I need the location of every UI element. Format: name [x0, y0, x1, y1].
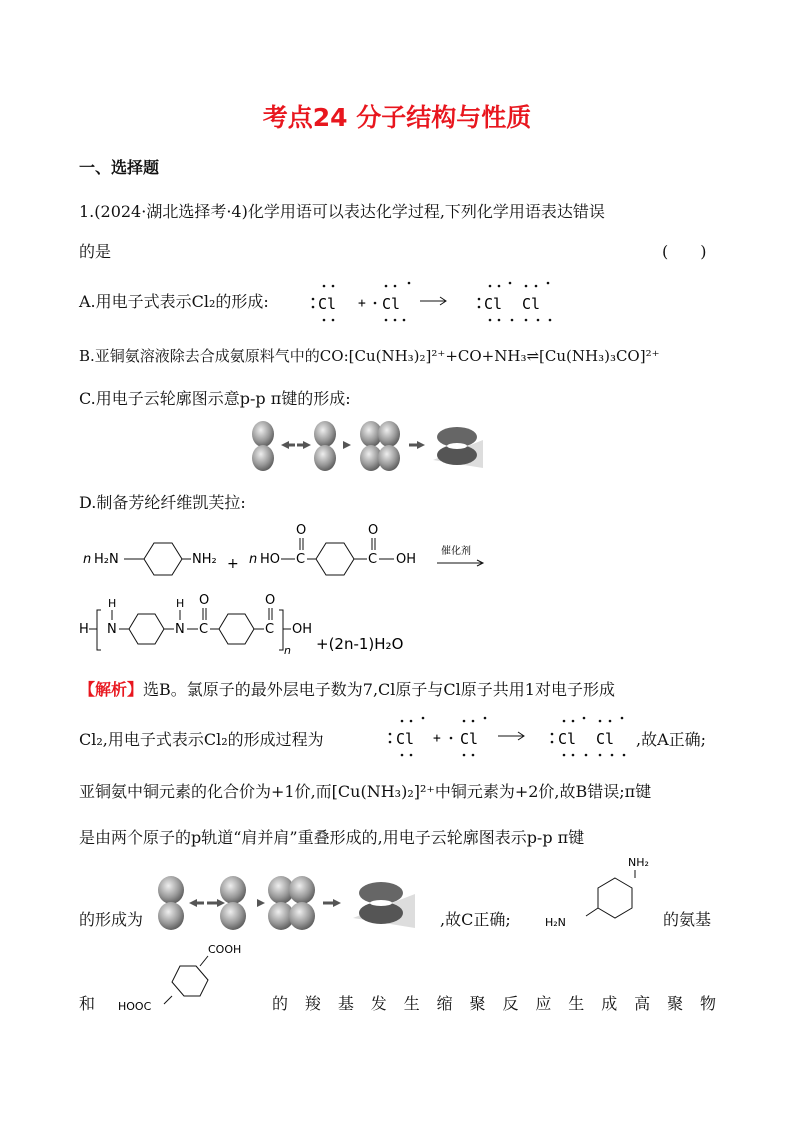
section-heading: 一、选择题	[79, 158, 160, 177]
svg-text:O: O	[265, 593, 276, 608]
svg-text:OH: OH	[292, 622, 313, 637]
analysis-tag: 【解析】	[79, 680, 144, 699]
option-a: A.用电子式表示Cl₂的形成:	[79, 292, 269, 311]
svg-text:OH: OH	[396, 552, 417, 567]
lewis-formation-diagram-analysis	[378, 713, 648, 763]
svg-text:+: +	[227, 556, 239, 572]
option-b: B.亚铜氨溶液除去合成氨原料气中的CO:[Cu(NH₃)₂]²⁺+CO+NH₃⇌[Cu(NH₃)₃CO]²⁺	[79, 347, 660, 365]
reaction-product	[79, 588, 439, 663]
option-d: D.制备芳纶纤维凯芙拉:	[79, 493, 246, 512]
analysis-line-2a: Cl₂,用电子式表示Cl₂的形成过程为	[79, 730, 324, 749]
svg-text:HOOC: HOOC	[118, 1000, 152, 1013]
svg-text:+: +	[433, 731, 441, 746]
reaction-reactants	[79, 518, 499, 580]
svg-text:Cl: Cl	[596, 730, 615, 748]
svg-text:H: H	[108, 597, 117, 610]
svg-text:C: C	[199, 622, 209, 637]
svg-text:HO: HO	[260, 552, 281, 567]
svg-text:COOH: COOH	[208, 943, 242, 956]
svg-text:H: H	[176, 597, 185, 610]
svg-text:N: N	[175, 622, 185, 637]
lewis-formation-diagram-a	[300, 278, 570, 328]
p-phenylenediamine-structure	[540, 850, 650, 940]
svg-text:C: C	[296, 552, 306, 567]
analysis-line-5c: 的氨基	[663, 910, 712, 929]
answer-bracket: ( )	[662, 242, 707, 261]
svg-text:Cl: Cl	[396, 730, 415, 748]
svg-text:n: n	[83, 552, 92, 567]
p-p-pi-bond-diagram-analysis	[157, 876, 419, 932]
svg-text:催化剂: 催化剂	[441, 546, 471, 557]
page-title: 考点24 分子结构与性质	[262, 103, 532, 132]
svg-text:Cl: Cl	[460, 730, 479, 748]
svg-text:H₂N: H₂N	[94, 552, 119, 567]
svg-text:H: H	[79, 622, 89, 637]
analysis-line-4: 是由两个原子的p轨道“肩并肩”重叠形成的,用电子云轮廓图表示p-p π键	[79, 828, 585, 847]
svg-text:n: n	[284, 644, 291, 657]
svg-text:C: C	[368, 552, 378, 567]
svg-text:NH₂: NH₂	[628, 856, 649, 869]
analysis-line-1: 【解析】选B。氯原子的最外层电子数为7,Cl原子与Cl原子共用1对电子形成	[79, 680, 615, 699]
lewis-plus: +	[358, 296, 366, 311]
question-stem-cont: 的是	[79, 242, 112, 261]
svg-text:n: n	[249, 552, 258, 567]
svg-text:O: O	[368, 523, 379, 538]
svg-text:NH₂: NH₂	[192, 552, 217, 567]
svg-text:O: O	[296, 523, 307, 538]
lewis-cl-right: Cl	[382, 295, 401, 313]
analysis-line-2b: ,故A正确;	[636, 730, 707, 749]
analysis-line-5b: ,故C正确;	[440, 910, 511, 929]
terephthalic-acid-structure	[112, 938, 272, 1018]
analysis-line-3: 亚铜氨中铜元素的化合价为+1价,而[Cu(NH₃)₂]²⁺中铜元素为+2价,故B错误;π键	[79, 782, 652, 801]
svg-text:H₂N: H₂N	[545, 916, 566, 929]
svg-text:+(2n-1)H₂O: +(2n-1)H₂O	[316, 635, 404, 653]
lewis-cl-left: Cl	[318, 295, 337, 313]
lewis-product-cl2: Cl	[522, 295, 541, 313]
p-p-pi-bond-diagram	[245, 420, 485, 472]
svg-text:C: C	[265, 622, 275, 637]
lewis-product-cl1: Cl	[484, 295, 503, 313]
svg-text:Cl: Cl	[558, 730, 577, 748]
analysis-line-6-he: 和	[79, 994, 96, 1013]
question-stem: 1.(2024·湖北选择考·4)化学用语可以表达化学过程,下列化学用语表达错误	[79, 202, 605, 221]
svg-text:O: O	[199, 593, 210, 608]
analysis-line-6-tail: 的 羧 基 发 生 缩 聚 反 应 生 成 高 聚 物	[272, 994, 716, 1013]
svg-text:N: N	[107, 622, 117, 637]
option-c: C.用电子云轮廓图示意p-p π键的形成:	[79, 389, 351, 408]
analysis-line-5a: 的形成为	[79, 910, 144, 929]
